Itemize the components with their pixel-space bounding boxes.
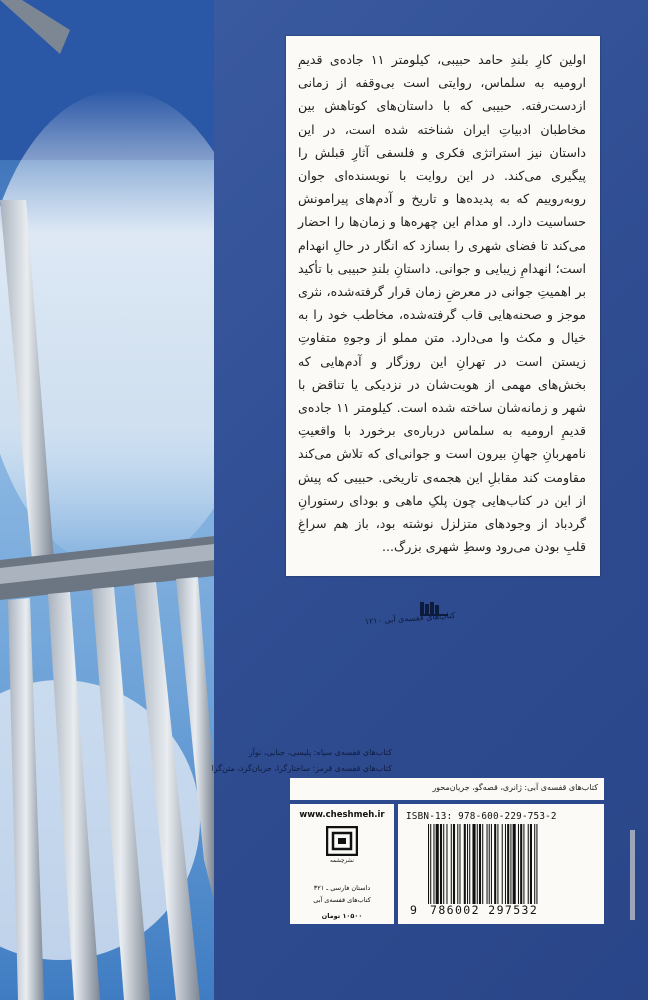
barcode-bar (430, 824, 431, 904)
cover-photo-sky-fence (0, 0, 214, 1000)
series-line-black: کتاب‌های قفسه‌ی سیاه: پلیسی، جنایی، نوآر (248, 748, 392, 757)
barcode-bar (440, 824, 442, 904)
series-box-text: کتاب‌های قفسه‌ی آبی: ژانری، قصه‌گو، جریان‌محور (432, 783, 598, 792)
barcode-bar (457, 824, 458, 904)
publisher-name: نشرچشمه (330, 858, 354, 864)
barcode-bar (502, 824, 503, 904)
barcode-bar (479, 824, 481, 904)
publisher-box (290, 804, 394, 924)
barcode-bar (489, 824, 490, 904)
barcode-bar (451, 824, 452, 904)
barcode-bar (487, 824, 488, 904)
series-line-red: کتاب‌های قفسه‌ی قرمز: ساختارگرا، جریان‌گرد، متن‌گرا (211, 764, 392, 773)
barcode-bar (507, 824, 509, 904)
barcode-image (428, 824, 578, 904)
isbn-label: ISBN-13: 978-600-229-753-2 (406, 811, 557, 822)
barcode-bar (469, 824, 470, 904)
barcode-bar (433, 824, 434, 904)
barcode-bar (428, 824, 429, 904)
barcode-bar (446, 824, 447, 904)
barcode-bar (443, 824, 444, 904)
isbn-box (398, 804, 604, 924)
barcode-bar (523, 824, 524, 904)
price-label: ۱۰۵۰۰ تومان (321, 912, 363, 920)
edge-mark (630, 830, 636, 920)
barcode-bar (505, 824, 506, 904)
fence-illustration (0, 0, 214, 1000)
publisher-category: داستان فارسی ـ ۳۲۱ (313, 884, 371, 892)
barcode-bar (491, 824, 492, 904)
barcode-bar (520, 824, 522, 904)
barcode-bar (536, 824, 537, 904)
barcode-bar (534, 824, 535, 904)
barcode-bar (453, 824, 455, 904)
publisher-series: کتاب‌های قفسه‌ی آبی (313, 896, 371, 904)
barcode-bar (467, 824, 468, 904)
barcode-bar (459, 824, 460, 904)
barcode-bar (510, 824, 511, 904)
barcode-bar (482, 824, 483, 904)
blurb-text: اولین کارِ بلندِ حامد حبیبی، کیلومتر ۱۱ جاده‌ی قدیمِ ارومیه به سلماس، روایتی است بی‌وقفه از زمانی ازدست‌رفته. حبیبی که با داستان‌های کوتاهش بین مخاطبان ادبیاتِ ایران شناخته شده است، در این داستان نیز استراتژی فکری و فلسفی آثارِ قبلش را پیگیری می‌کند. در این روایت با نویسنده‌ای جوان روبه‌روییم که به پدیده‌ها و تاریخ و آدم‌های پیرامونش حساسیت دارد. او مدام این چهره‌ها و زمان‌ها را احضار می‌کند تا فضای شهری را بسازد که انگار در حالِ انهدام است؛ انهدامِ زیبایی و جوانی. داستانِ بلندِ حبیبی با تأکید بر اهمیتِ جوانی در معرضِ زمان قرار گرفته‌شده، نثری موجز و صحنه‌هایی قاب گرفته‌شده، مخاطب خود را به خیال و مکث وا می‌دارد. متن مملو از وجوهِ متفاوتِ زیستن است در تهرانِ این روزگار و آدم‌هایی که بخش‌های مهمی از هویت‌شان در نزدیکی یا تناقض با شهر و زمانه‌شان ساخته شده است. کیلومتر ۱۱ جاده‌ی قدیمِ ارومیه به سلماس درباره‌ی برخورد با واقعیتِ نامهربانِ جهانِ بیرون است و جوانی‌ای که تلاش می‌کند مقاومت کند مقابلِ این هجمه‌ی تاریخی. حبیبی که پیش از این در کتاب‌هایی چون پلکِ ماهی و بودای رستورانِ گردباد از وجودهای متزلزل نوشته بود، باز هم سراغِ قلبِ بودن می‌رود وسطِ شهری بزرگ... (298, 52, 587, 555)
barcode-bar (497, 824, 498, 904)
barcode-bar (530, 824, 532, 904)
publisher-url: www.cheshmeh.ir (299, 810, 385, 820)
ean-first-digit: 9 (410, 903, 417, 917)
barcode-bar (472, 824, 475, 904)
series-logo-caption: کتاب‌های قفسه‌ی آبی ۱۲۱۰ (364, 610, 456, 627)
barcode-bar (513, 824, 516, 904)
ean-digits: 786002 297532 (430, 903, 539, 917)
barcode-bar (464, 824, 466, 904)
barcode-bar (477, 824, 478, 904)
barcode-bar (518, 824, 519, 904)
barcode-bar (436, 824, 439, 904)
barcode-bar (494, 824, 496, 904)
blurb-box (286, 36, 600, 576)
barcode-bar (528, 824, 529, 904)
cheshmeh-logo-icon (326, 826, 358, 856)
series-box-blue (290, 778, 604, 800)
